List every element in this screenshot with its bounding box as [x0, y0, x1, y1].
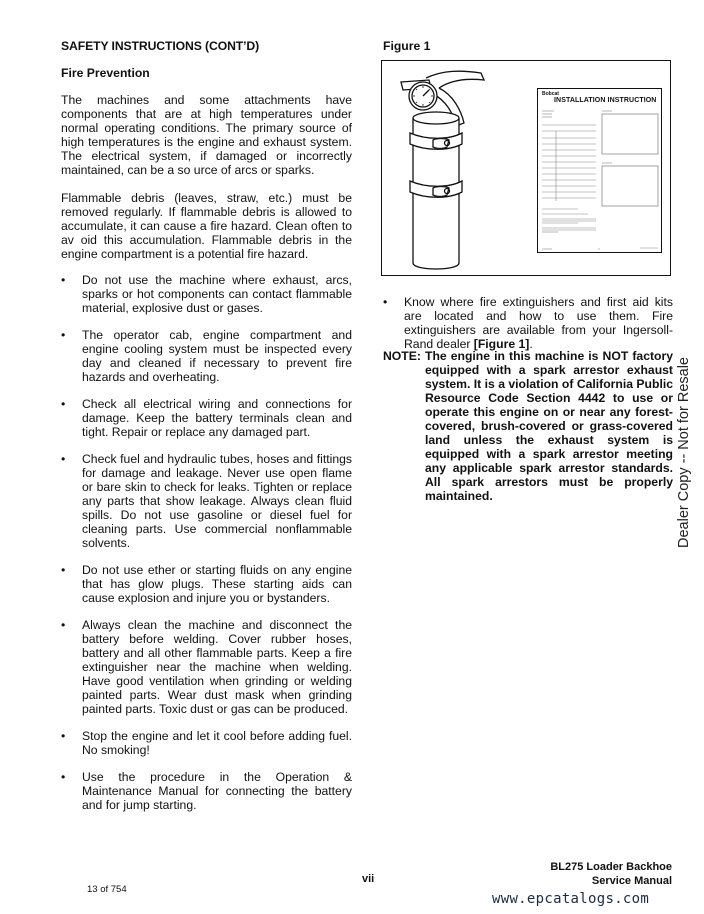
list-item [61, 618, 352, 716]
bullet-icon: • [61, 770, 66, 784]
debris-paragraph: Flammable debris (leaves, straw, etc.) must be removed regularly. If flammable debris is allowed to accumulate, it can cause a fire hazard. Clean often to av oid this accumulation. Flammable debris in the engine compartment is a potential fire hazard. [61, 191, 352, 261]
list-item-text: Use the procedure in the Operation & Maintenance Manual for connecting the battery and for jump starting. [82, 770, 352, 812]
footer-manual-type: Service Manual [591, 875, 672, 887]
list-item-text: Do not use ether or starting fluids on any engine that has glow plugs. These starting aids can cause explosion and injure you or bystanders. [82, 563, 352, 605]
bullet-icon: • [61, 729, 66, 743]
bullet-icon: • [383, 295, 388, 309]
page-count: 13 of 754 [87, 884, 127, 895]
list-item-text: Do not use the machine where exhaust, arcs, sparks or hot components can contact flammable material, explosive dust or gases. [82, 273, 352, 315]
list-item [61, 328, 352, 384]
list-item-text: Always clean the machine and disconnect the battery before welding. Cover rubber hoses, battery and all other flammable parts. Keep a fire extinguisher near the machine when welding. Have good ventilation when grinding or welding painted parts. Wear dust mask when grinding painted parts. Toxic dust or gas can be produced. [82, 618, 352, 716]
section-title: SAFETY INSTRUCTIONS (CONT’D) [61, 39, 260, 53]
subsection-title: Fire Prevention [61, 66, 150, 80]
inset-title: INSTALLATION INSTRUCTION [554, 97, 657, 104]
bullet-icon: • [61, 618, 66, 632]
footer-model-name: BL275 Loader Backhoe [550, 861, 672, 873]
inset-brand-logo: Bobcat [542, 91, 559, 97]
list-item [383, 295, 673, 351]
intro-paragraph: The machines and some attachments have components that are at high temperatures under normal operating conditions. The primary source of high temperatures is the engine and exhaust system. The electrical system, if damaged or incorrectly maintained, can be a so urce of arcs or sparks. [61, 93, 352, 177]
list-item [61, 273, 352, 315]
list-item [61, 770, 352, 812]
safety-bullet-list [61, 273, 352, 825]
note-block [383, 349, 673, 503]
page-number: vii [362, 873, 375, 885]
list-item-text: The operator cab, engine compartment and engine cooling system must be inspected every day and cleaned if necessary to prevent fire hazards and overheating. [82, 328, 352, 384]
inset-form-lines-icon [538, 89, 663, 254]
list-item-text: Stop the engine and let it cool before adding fuel. No smoking! [82, 729, 352, 757]
note-text: The engine in this machine is NOT factory equipped with a spark arrestor exhaust system. It is a violation of California Public Resource Code Section 4442 to use or operate this engine on or near any forest-covered, brush-covered or grass-covered land unless the exhaust system is equipped with a spark arrestor meeting any applicable spark arrestor standards. All spark arrestors must be properly maintained. [425, 349, 673, 503]
note-label: NOTE: [383, 349, 421, 363]
list-item [61, 452, 352, 550]
list-item-text: Know where fire extinguishers and first aid kits are located and how to use them. Fire extinguishers are available from your Ingersoll-Rand dealer [404, 295, 673, 351]
bullet-icon: • [61, 328, 66, 342]
site-url-link[interactable]: www.epcatalogs.com [492, 891, 650, 907]
bullet-icon: • [61, 563, 66, 577]
list-item [61, 563, 352, 605]
bullet-icon: • [61, 273, 66, 287]
list-item-text: Check all electrical wiring and connections for damage. Keep the battery terminals clean and tight. Repair or replace any damaged part. [82, 397, 352, 439]
list-item [61, 729, 352, 757]
bullet-icon: • [61, 397, 66, 411]
footer-model [550, 860, 672, 888]
list-item [61, 397, 352, 439]
installation-instruction-sheet [537, 88, 662, 253]
list-item-text: Check fuel and hydraulic tubes, hoses and fittings for damage and leakage. Never use open flame or bare skin to check for leaks. Tighten or replace any parts that show leakage. Always clean fluid spills. Do not use gasoline or diesel fuel for cleaning parts. Use commercial nonflammable solvents. [82, 452, 352, 550]
figure-reference: [Figure 1] [473, 337, 530, 351]
dealer-copy-watermark: Dealer Copy -- Not for Resale [676, 357, 692, 548]
list-item-punctuation: . [529, 337, 533, 351]
figure-title: Figure 1 [383, 39, 431, 53]
bullet-icon: • [61, 452, 66, 466]
